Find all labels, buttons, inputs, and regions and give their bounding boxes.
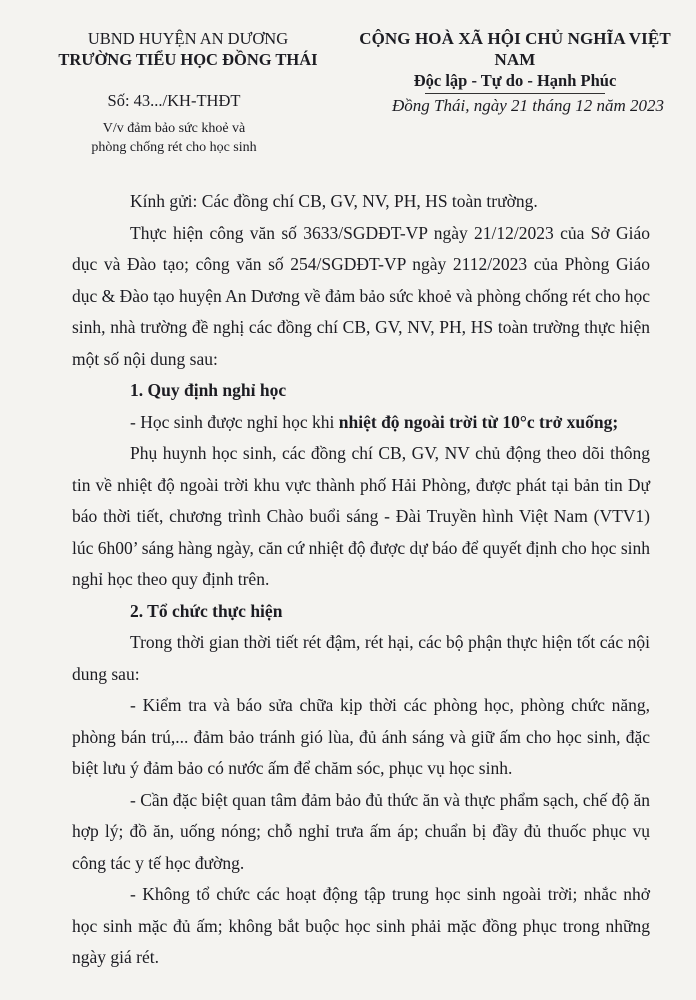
task-item-3: - Không tổ chức các hoạt động tập trung học sinh ngoài trời; nhắc nhở học sinh mặc đủ ấm; không bắt buộc học sinh phải mặc đồng phục trong những ngày giá rét. — [72, 884, 650, 967]
issuer-org: UBND HUYỆN AN DƯƠNG — [87, 29, 289, 48]
national-motto: Độc lập - Tự do - Hạnh Phúc — [413, 71, 617, 90]
task-item-1: - Kiểm tra và báo sửa chữa kịp thời các phòng học, phòng chức năng, phòng bán trú,... đảm bảo tránh gió lùa, đủ ánh sáng và giữ ấm cho học sinh, đặc biệt lưu ý đảm bảo có nước ấm để chăm sóc, phục vụ học sinh. — [72, 695, 650, 778]
national-header — [340, 28, 690, 94]
document-subject — [74, 119, 274, 157]
document-number: Số: 43.../KH-THĐT — [107, 91, 241, 110]
rule-condition: nhiệt độ ngoài trời từ 10°c trở xuống; — [338, 411, 619, 432]
subject-line-1: V/v đảm bảo sức khoẻ và — [102, 121, 246, 136]
document-body — [72, 186, 650, 974]
salutation: Kính gửi: Các đồng chí CB, GV, NV, PH, HS toàn trường. — [130, 191, 538, 211]
intro-paragraph: Thực hiện công văn số 3633/SGDĐT-VP ngày 21/12/2023 của Sở Giáo dục và Đào tạo; công văn số 254/SGDĐT-VP ngày 2112/2023 của Phòng Giáo dục & Đào tạo huyện An Dương về đảm bảo sức khoẻ và phòng chống rét cho học sinh, nhà trường đề nghị các đồng chí CB, GV, NV, PH, HS toàn trường thực hiện một số nội dung sau: — [72, 222, 650, 369]
nation-title: CỘNG HOÀ XÃ HỘI CHỦ NGHĨA VIỆT NAM — [359, 29, 671, 69]
parents-paragraph: Phụ huynh học sinh, các đồng chí CB, GV, NV chủ động theo dõi thông tin về nhiệt độ ngoài trời khu vực thành phố Hải Phòng, được phát tại bản tin Dự báo thời tiết, chương trình Chào buổi sáng - Đài Truyền hình Việt Nam (VTV1) lúc 6h00’ sáng hàng ngày, căn cứ nhiệt độ được dự báo để quyết định cho học sinh nghỉ học theo quy định trên. — [72, 443, 650, 589]
section-1-heading: 1. Quy định nghỉ học — [130, 380, 287, 400]
section-2-heading: 2. Tổ chức thực hiện — [130, 600, 283, 621]
issuer-school: TRƯỜNG TIỂU HỌC ĐỒNG THÁI — [58, 50, 318, 69]
motto-underline — [425, 93, 605, 94]
document-date: Đồng Thái, ngày 21 tháng 12 năm 2023 — [392, 96, 664, 115]
task-item-2: - Cần đặc biệt quan tâm đảm bảo đủ thức ăn và thực phẩm sạch, chế độ ăn hợp lý; đồ ăn, uống nóng; chỗ nghỉ trưa ấm áp; chuẩn bị đầy đủ thuốc phục vụ công tác y tế học đường. — [72, 789, 650, 873]
rule-paragraph — [72, 407, 650, 439]
subject-line-2: phòng chống rét cho học sinh — [91, 140, 257, 155]
rule-text: - Học sinh được nghỉ học khi — [130, 411, 339, 432]
issuer-block — [38, 28, 338, 70]
organization-paragraph: Trong thời gian thời tiết rét đậm, rét hại, các bộ phận thực hiện tốt các nội dung sau: — [72, 632, 650, 684]
